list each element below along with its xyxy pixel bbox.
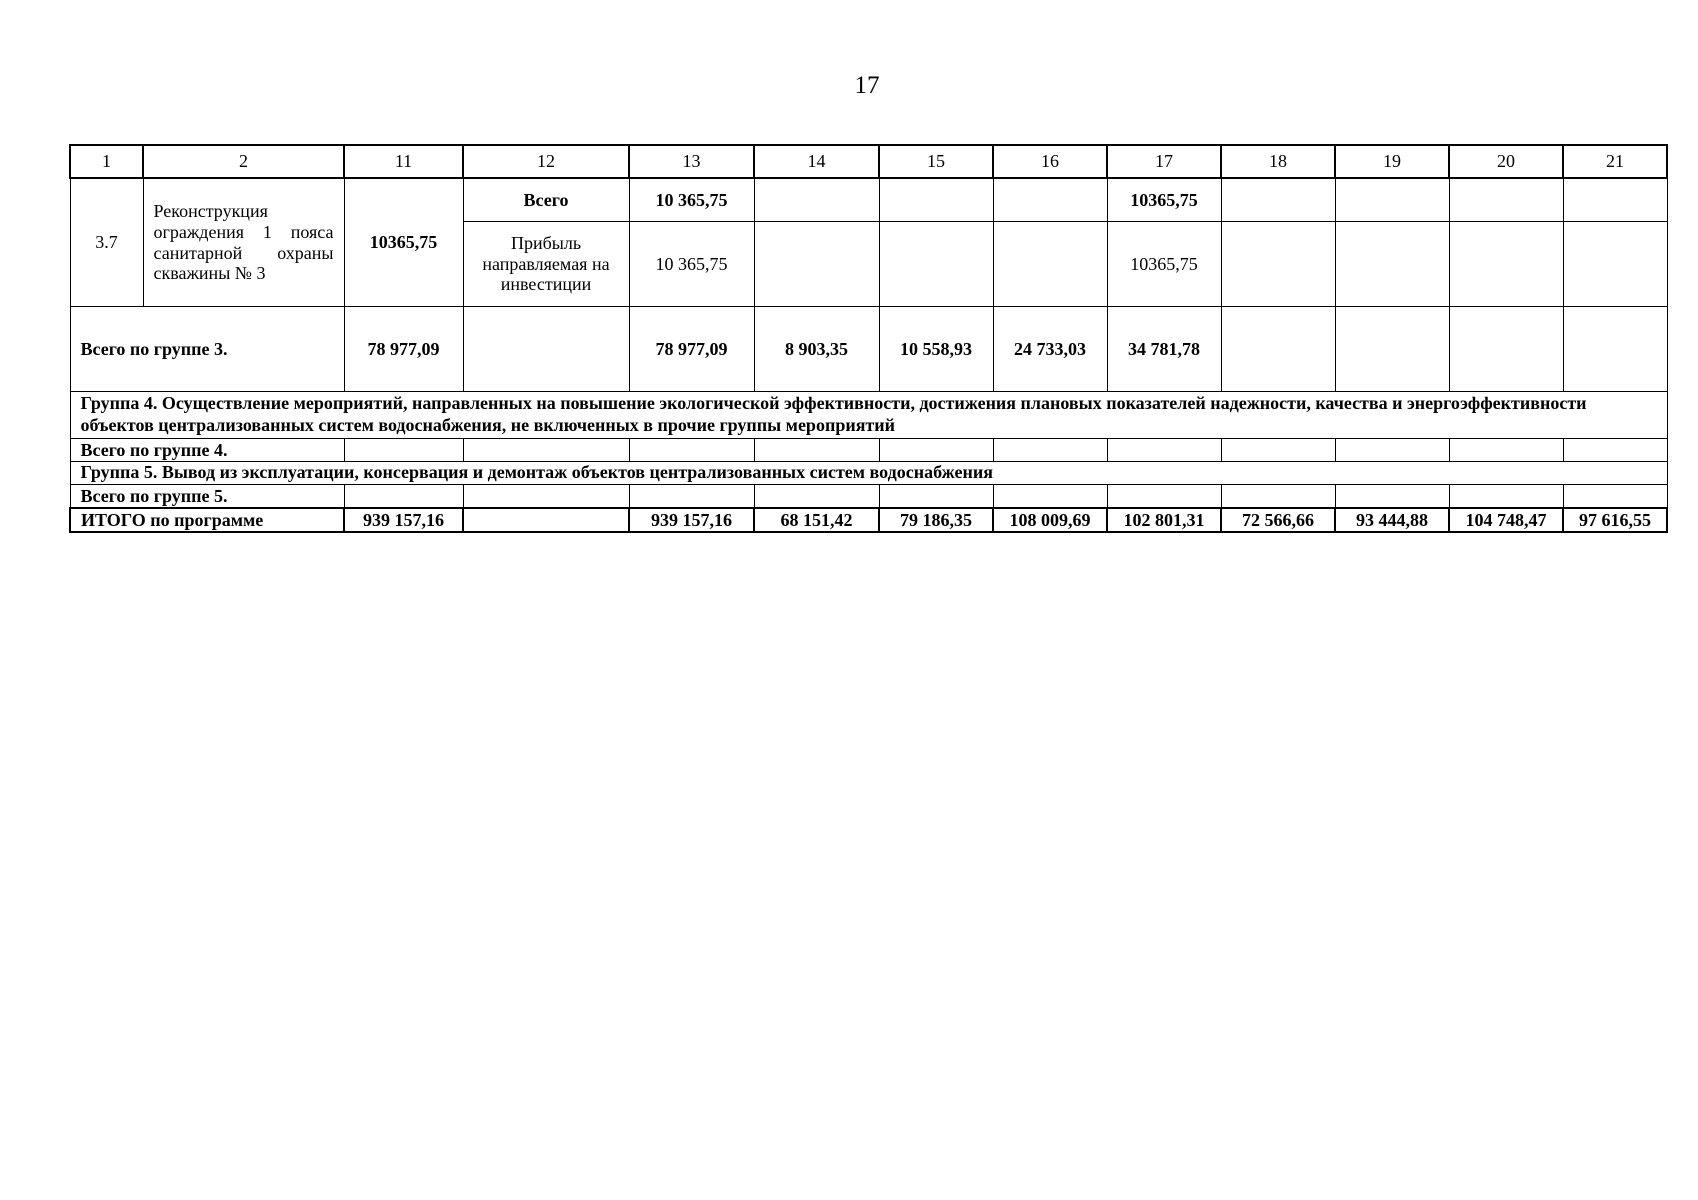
item-number: 3.7 [70, 178, 143, 307]
value-cell [1221, 178, 1335, 222]
group5-heading-row [70, 462, 1667, 485]
empty-cell [879, 485, 993, 509]
empty-cell [344, 485, 463, 509]
header-cell: 21 [1563, 145, 1667, 178]
value-cell [1563, 178, 1667, 222]
value-cell: 97 616,55 [1563, 508, 1667, 532]
value-cell [1563, 307, 1667, 392]
value-cell [1221, 307, 1335, 392]
header-cell: 13 [629, 145, 754, 178]
empty-cell [1221, 485, 1335, 509]
program-col11: 939 157,16 [344, 508, 463, 532]
value-cell: 93 444,88 [1335, 508, 1449, 532]
value-cell [754, 178, 879, 222]
group3-col11: 78 977,09 [344, 307, 463, 392]
value-cell [879, 178, 993, 222]
empty-cell [344, 439, 463, 462]
value-cell: 72 566,66 [1221, 508, 1335, 532]
investment-program-table [69, 144, 1668, 533]
value-cell [1221, 222, 1335, 307]
group4-total-label: Всего по группе 4. [70, 439, 344, 462]
value-cell [754, 222, 879, 307]
empty-cell [629, 485, 754, 509]
empty-cell [1221, 439, 1335, 462]
value-cell: 24 733,03 [993, 307, 1107, 392]
program-total-row [70, 508, 1667, 532]
header-cell: 2 [143, 145, 344, 178]
value-cell [879, 222, 993, 307]
funding-source: Прибыль направляемая на инвестиции [463, 222, 629, 307]
header-cell: 14 [754, 145, 879, 178]
item-3-7-total-row [70, 178, 1667, 222]
value-cell: 10365,75 [1107, 222, 1221, 307]
empty-cell [629, 439, 754, 462]
empty-cell [993, 439, 1107, 462]
value-cell [1563, 222, 1667, 307]
header-cell: 16 [993, 145, 1107, 178]
group5-total-label: Всего по группе 5. [70, 485, 344, 509]
value-cell: 10 365,75 [629, 222, 754, 307]
empty-cell [1107, 439, 1221, 462]
empty-cell [1563, 439, 1667, 462]
empty-cell [879, 439, 993, 462]
group5-total-row [70, 485, 1667, 509]
value-cell: 68 151,42 [754, 508, 879, 532]
value-cell: 10 558,93 [879, 307, 993, 392]
item-col11-value: 10365,75 [344, 178, 463, 307]
header-cell: 18 [1221, 145, 1335, 178]
value-cell: 104 748,47 [1449, 508, 1563, 532]
header-cell: 11 [344, 145, 463, 178]
header-cell: 15 [879, 145, 993, 178]
header-row [70, 145, 1667, 178]
empty-cell [463, 485, 629, 509]
value-cell [1335, 178, 1449, 222]
header-cell: 12 [463, 145, 629, 178]
empty-cell [1107, 485, 1221, 509]
empty-cell [754, 485, 879, 509]
empty-cell [1449, 439, 1563, 462]
item-name-text: Реконструкция ограждения 1 пояса санитарной охраны скважины № 3 [153, 201, 334, 284]
header-cell: 19 [1335, 145, 1449, 178]
program-col12 [463, 508, 629, 532]
empty-cell [463, 439, 629, 462]
value-cell: 8 903,35 [754, 307, 879, 392]
empty-cell [1449, 485, 1563, 509]
item-name [143, 178, 344, 307]
value-cell [1449, 222, 1563, 307]
value-cell: 10 365,75 [629, 178, 754, 222]
empty-cell [1335, 439, 1449, 462]
value-cell: 102 801,31 [1107, 508, 1221, 532]
header-cell: 17 [1107, 145, 1221, 178]
program-total-label: ИТОГО по программе [70, 508, 344, 532]
group4-total-row [70, 439, 1667, 462]
header-cell: 1 [70, 145, 143, 178]
value-cell [1335, 222, 1449, 307]
value-cell: 79 186,35 [879, 508, 993, 532]
value-cell: 78 977,09 [629, 307, 754, 392]
empty-cell [993, 485, 1107, 509]
funding-source: Всего [463, 178, 629, 222]
empty-cell [754, 439, 879, 462]
value-cell [1449, 307, 1563, 392]
group5-title: Группа 5. Вывод из эксплуатации, консервация и демонтаж объектов централизованных систем водоснабжения [70, 462, 1667, 485]
value-cell [993, 178, 1107, 222]
empty-cell [1563, 485, 1667, 509]
group3-total-row [70, 307, 1667, 392]
value-cell: 10365,75 [1107, 178, 1221, 222]
group4-title: Группа 4. Осуществление мероприятий, направленных на повышение экологической эффективности, достижения плановых показателей надежности, качества и энергоэффективности объектов централизованных систем водоснабжения, не включенных в прочие группы мероприятий [70, 392, 1667, 439]
group4-heading-row [70, 392, 1667, 439]
value-cell [1335, 307, 1449, 392]
value-cell [993, 222, 1107, 307]
page-number: 17 [854, 72, 880, 99]
group3-total-label: Всего по группе 3. [70, 307, 344, 392]
value-cell: 939 157,16 [629, 508, 754, 532]
value-cell: 108 009,69 [993, 508, 1107, 532]
value-cell [1449, 178, 1563, 222]
group3-col12 [463, 307, 629, 392]
value-cell: 34 781,78 [1107, 307, 1221, 392]
empty-cell [1335, 485, 1449, 509]
header-cell: 20 [1449, 145, 1563, 178]
